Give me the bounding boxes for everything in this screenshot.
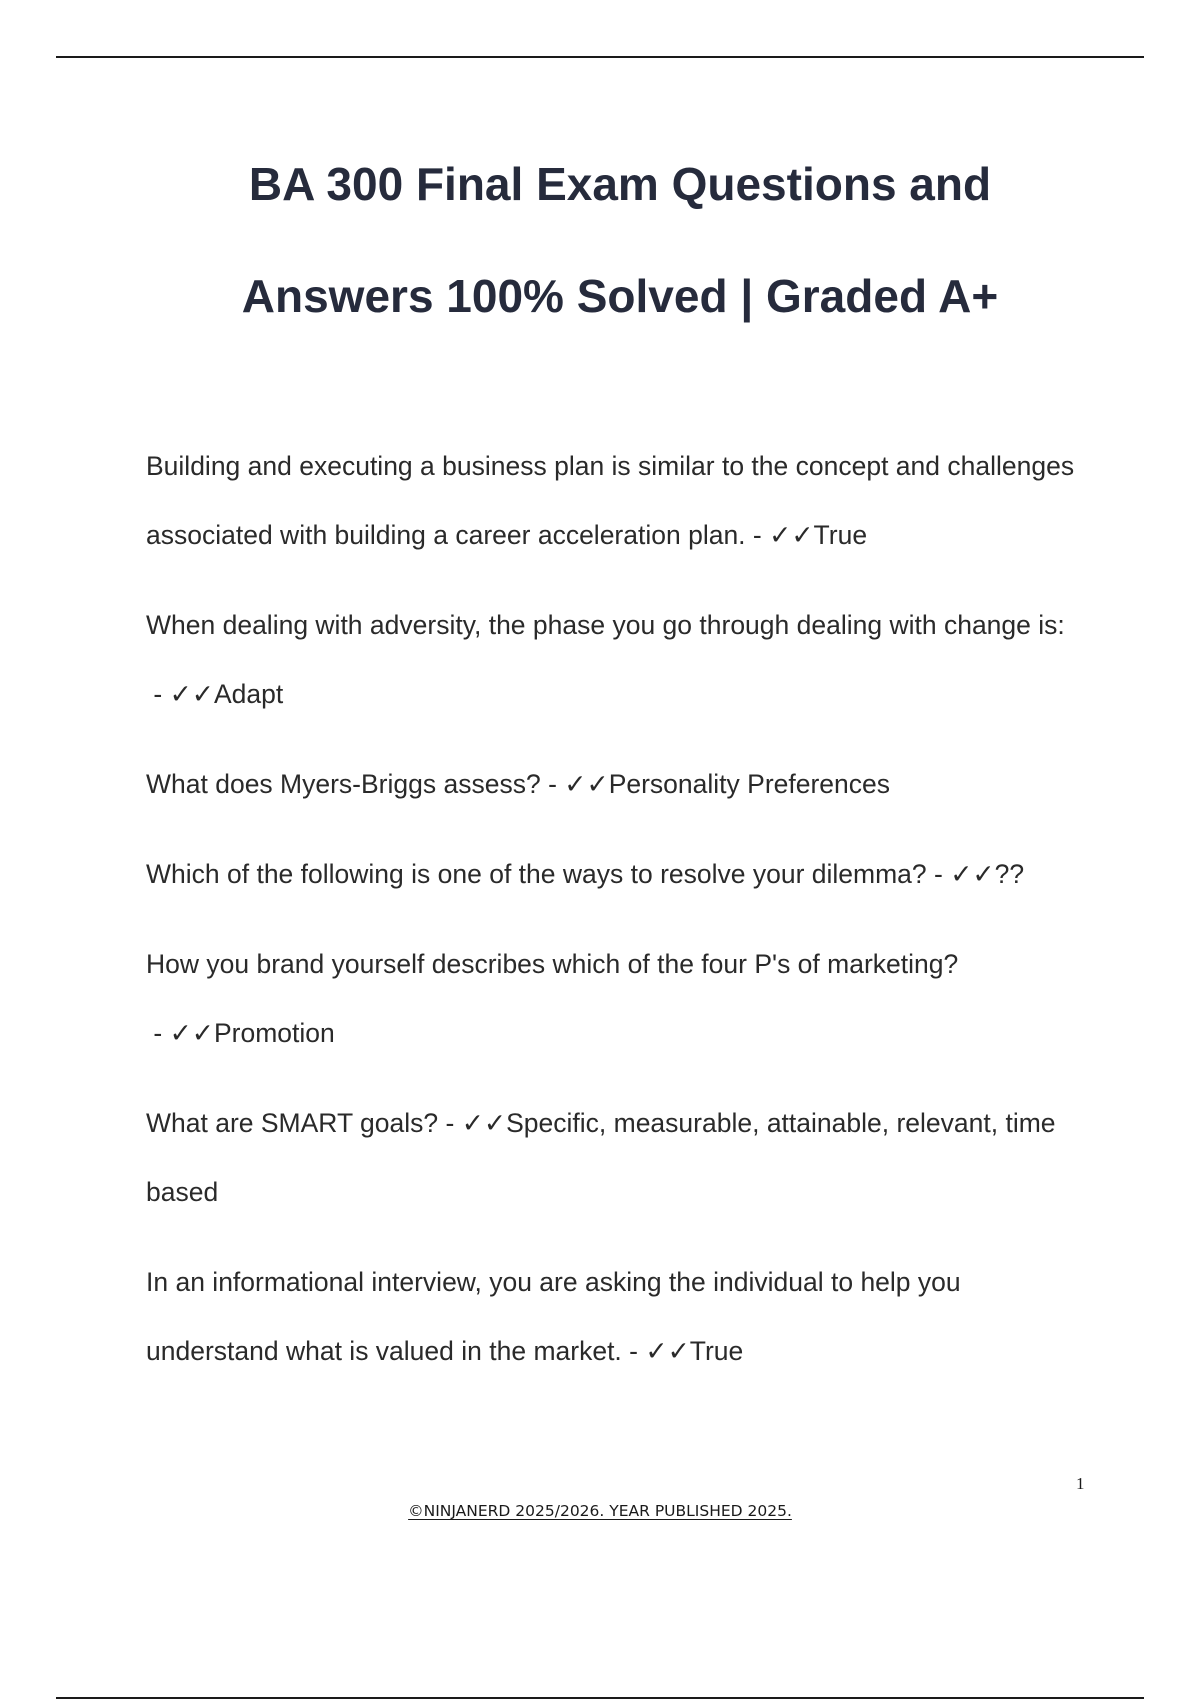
double-check-icon: ✓✓ xyxy=(461,1108,507,1138)
footer-copyright xyxy=(0,1502,1200,1520)
answer-text: True xyxy=(689,1336,744,1366)
answer-text: ?? xyxy=(994,859,1025,889)
qa-item-4 xyxy=(146,840,1096,909)
top-divider xyxy=(56,56,1144,58)
document-title xyxy=(130,128,1110,352)
title-line-2: Answers 100% Solved | Graded A+ xyxy=(241,270,999,322)
separator: - xyxy=(146,1018,170,1048)
separator: - xyxy=(621,1336,646,1366)
double-check-icon: ✓✓ xyxy=(645,1336,690,1366)
qa-item-7 xyxy=(146,1248,1096,1386)
answer-text: Specific, measurable, attainable, relevant, time based xyxy=(146,1108,1056,1207)
footer-text: ©NINJANERD 2025/2026. YEAR PUBLISHED 2025. xyxy=(408,1502,792,1520)
double-check-icon: ✓✓ xyxy=(950,859,995,889)
double-check-icon: ✓✓ xyxy=(769,520,814,550)
question-text: How you brand yourself describes which of the four P's of marketing? xyxy=(146,949,959,979)
qa-list xyxy=(146,432,1096,1407)
double-check-icon: ✓✓ xyxy=(564,769,609,799)
question-text: What are SMART goals? xyxy=(146,1108,439,1138)
double-check-icon: ✓✓ xyxy=(169,1018,214,1048)
question-text: Building and executing a business plan is similar to the concept and challenges associated with building a career acceleration plan. xyxy=(146,451,1075,550)
qa-item-2 xyxy=(146,591,1096,729)
title-line-1: BA 300 Final Exam Questions and xyxy=(248,158,992,210)
answer-text: Promotion xyxy=(213,1018,335,1048)
separator: - xyxy=(540,769,565,799)
qa-item-5 xyxy=(146,930,1096,1068)
question-text: What does Myers-Briggs assess? xyxy=(146,769,541,799)
qa-item-6 xyxy=(146,1089,1096,1227)
qa-item-3 xyxy=(146,750,1096,819)
separator: - xyxy=(146,679,170,709)
separator: - xyxy=(926,859,951,889)
answer-text: Personality Preferences xyxy=(608,769,891,799)
answer-text: Adapt xyxy=(213,679,284,709)
separator: - xyxy=(745,520,770,550)
answer-text: True xyxy=(813,520,868,550)
question-text: In an informational interview, you are asking the individual to help you understand what is valued in the market. xyxy=(146,1267,961,1366)
question-text: When dealing with adversity, the phase you go through dealing with change is: xyxy=(146,610,1065,640)
bottom-divider xyxy=(56,1697,1144,1699)
separator: - xyxy=(438,1108,462,1138)
page-number: 1 xyxy=(1076,1474,1085,1493)
qa-item-1 xyxy=(146,432,1096,570)
question-text: Which of the following is one of the ways to resolve your dilemma? xyxy=(146,859,927,889)
double-check-icon: ✓✓ xyxy=(169,679,214,709)
